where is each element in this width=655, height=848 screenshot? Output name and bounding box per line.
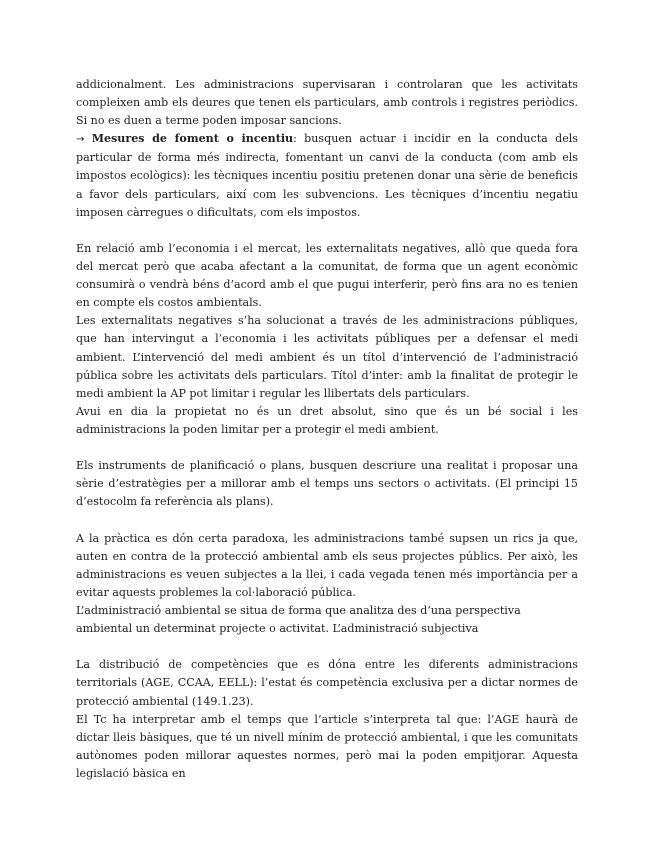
paragraph-supervision: addicionalment. Les administracions supervisaran i controlaran que les activitats compleixen amb els deures que tenen els particulars, amb controls i registres periòdics. Si no es duen a terme poden imposar sancions. xyxy=(76,78,578,128)
arrow-icon: → xyxy=(76,134,85,146)
document-page xyxy=(76,76,578,783)
paragraph-negative-externalities: Les externalitats negatives s’ha solucionat a través de les administracions públiques, que han intervingut a l’economia i les activitats públiques per a defensar el medi ambient. L’intervenció del medi ambient és un títol d’intervenció de l’administració pública sobre les activitats dels particulars. Títol d’inter: amb la finalitat de protegir le medi ambient la AP pot limitar i regular les llibertats dels particulars. xyxy=(76,314,578,400)
paragraph-gap xyxy=(76,638,578,656)
paragraph-competences: La distribució de competències que es dóna entre les diferents administracions territorials (AGE, CCAA, EELL): l’estat és competència exclusiva per a dictar normes de protecció ambiental (149.1.23). xyxy=(76,658,578,708)
paragraph-incentive-measures xyxy=(76,130,578,221)
incentive-text: : busquen actuar i incidir en la conducta dels particular de forma més indirecta, fomentant un canvi de la conducta (com amb els impostos ecològics): les tècniques incentiu positiu pretenen donar una sèrie de beneficis a favor dels particulars, així com les subvencions. Les tècniques d’incentiu negatiu imposen càrregues o dificultats, com els impostos. xyxy=(76,132,578,219)
paragraph-externalities: En relació amb l’economia i el mercat, les externalitats negatives, allò que queda fora del mercat però que acaba afectant a la comunitat, de forma que un agent econòmic consumirà o vendrà béns d’acord amb el que pugui interferir, però fins ara no es tenien en compte els costos ambientals. xyxy=(76,241,578,310)
paragraph-gap xyxy=(76,511,578,529)
paragraph-property: Avui en dia la propietat no és un dret absolut, sino que és un bé social i les administracions la poden limitar per a protegir el medi ambient. xyxy=(76,404,578,436)
paragraph-paradox: A la pràctica es dón certa paradoxa, les administracions també supsen un rics ja que, auten en contra de la protecció ambiental amb els seus projectes públics. Per això, les administracions es veuen subjectes a la llei, i cada vegada tenen més importància per a evitar aquests problemes la col·laboració pública. xyxy=(76,531,578,599)
paragraph-tc-interpretation: El Tc ha interpretar amb el temps que l’article s’interpreta tal que: l’AGE haurà de dictar lleis bàsiques, que té un nivell mínim de protecció ambiental, i que les comunitats autònomes poden millorar aquestes normes, però mai la poden empitjorar. Aquesta legislació bàsica en xyxy=(76,712,578,780)
paragraph-gap xyxy=(76,439,578,457)
paragraph-environmental-administration: L’administració ambiental se situa de forma que analitza des d’una perspectiva ambiental un determinat projecte o activitat. L’administració subjectiva xyxy=(76,604,521,636)
paragraph-planning: Els instruments de planificació o plans, busquen descriure una realitat i proposar una sèrie d’estratègies per a millorar amb el temps uns sectors o activitats. (El principi 15 d’estocolm fa referència als plans). xyxy=(76,459,578,509)
incentive-heading: Mesures de foment o incentiu xyxy=(91,132,294,146)
paragraph-gap xyxy=(76,222,578,240)
